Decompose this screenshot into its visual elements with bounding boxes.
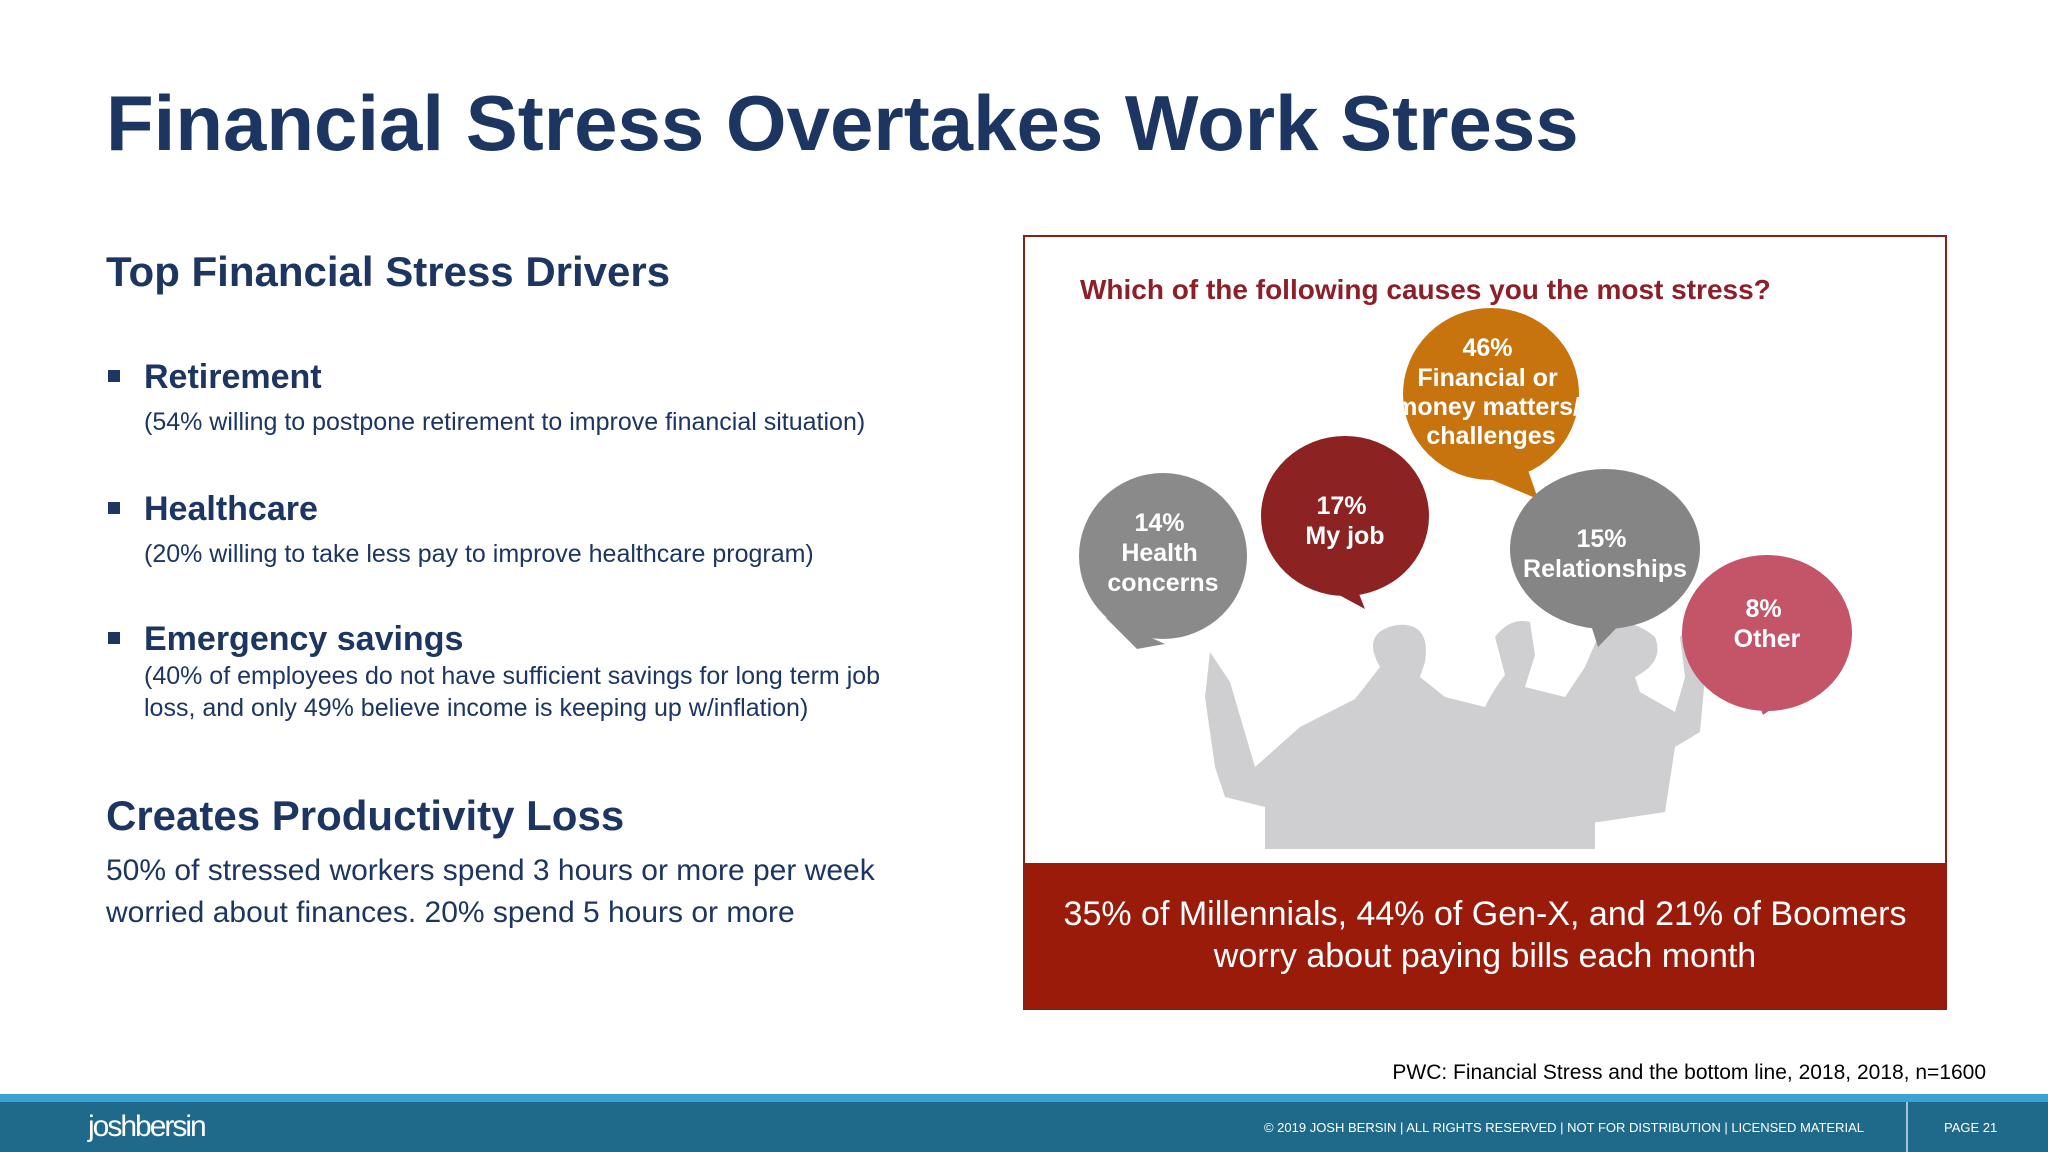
bubble-other — [1682, 555, 1852, 715]
driver-title-emergency-savings: Emergency savings — [144, 620, 464, 658]
source-citation: PWC: Financial Stress and the bottom line, 2018, 2018, n=1600 — [1392, 1061, 1986, 1084]
bubble-relationships-label: Relationships — [1523, 555, 1687, 583]
footer-bar — [0, 1102, 2048, 1152]
bubble-my-job — [1261, 436, 1429, 609]
survey-figure — [1023, 235, 1947, 1010]
footer-accent-stripe — [0, 1094, 2048, 1102]
footer-divider — [1906, 1102, 1908, 1152]
bubble-relationships — [1510, 469, 1700, 647]
bubble-financial-label-3: challenges — [1426, 422, 1556, 450]
generational-stat-banner: 35% of Millennials, 44% of Gen-X, and 21% of Boomers worry about paying bills each month — [1025, 863, 1945, 1008]
driver-title-healthcare: Healthcare — [144, 490, 318, 528]
driver-desc-emergency-savings: (40% of employees do not have sufficient savings for long term job loss, and only 49% believe income is keeping up w/inflation) — [144, 662, 881, 722]
bubble-health-label-2: concerns — [1107, 569, 1219, 597]
bullet-marker — [108, 502, 120, 514]
bubble-job-label: My job — [1305, 522, 1385, 550]
slide-title: Financial Stress Overtakes Work Stress — [106, 79, 1579, 167]
drivers-heading: Top Financial Stress Drivers — [106, 248, 671, 295]
bubble-other-label: Other — [1733, 625, 1801, 653]
bubble-relationships-pct: 15% — [1576, 525, 1627, 553]
page-number: PAGE 21 — [1944, 1120, 1998, 1135]
driver-desc-healthcare: (20% willing to take less pay to improve healthcare program) — [144, 540, 814, 568]
bubble-financial-label-2: money matters/ — [1395, 393, 1580, 421]
bubble-health-concerns — [1079, 473, 1247, 649]
brand-logo: joshbersin — [88, 1110, 205, 1143]
driver-desc-retirement: (54% willing to postpone retirement to improve financial situation) — [144, 408, 866, 436]
copyright-notice: © 2019 JOSH BERSIN | ALL RIGHTS RESERVED | NOT FOR DISTRIBUTION | LICENSED MATERIAL — [1263, 1120, 1864, 1135]
bullet-marker — [108, 370, 120, 382]
bubble-health-pct: 14% — [1134, 509, 1185, 537]
productivity-text: 50% of stressed workers spend 3 hours or more per week worried about finances. 20% spend 5 hours or more — [106, 854, 875, 929]
people-silhouette — [1205, 621, 1705, 849]
bubble-financial-label-1: Financial or — [1417, 364, 1558, 392]
bubble-financial — [1395, 308, 1587, 499]
bullet-marker — [108, 632, 120, 644]
driver-title-retirement: Retirement — [144, 358, 322, 396]
bubble-health-label-1: Health — [1121, 539, 1198, 567]
bubble-other-pct: 8% — [1745, 595, 1782, 623]
bubble-job-pct: 17% — [1316, 492, 1367, 520]
productivity-heading: Creates Productivity Loss — [106, 792, 625, 839]
bubble-financial-pct: 46% — [1462, 334, 1513, 362]
survey-question: Which of the following causes you the most stress? — [1080, 274, 1771, 305]
